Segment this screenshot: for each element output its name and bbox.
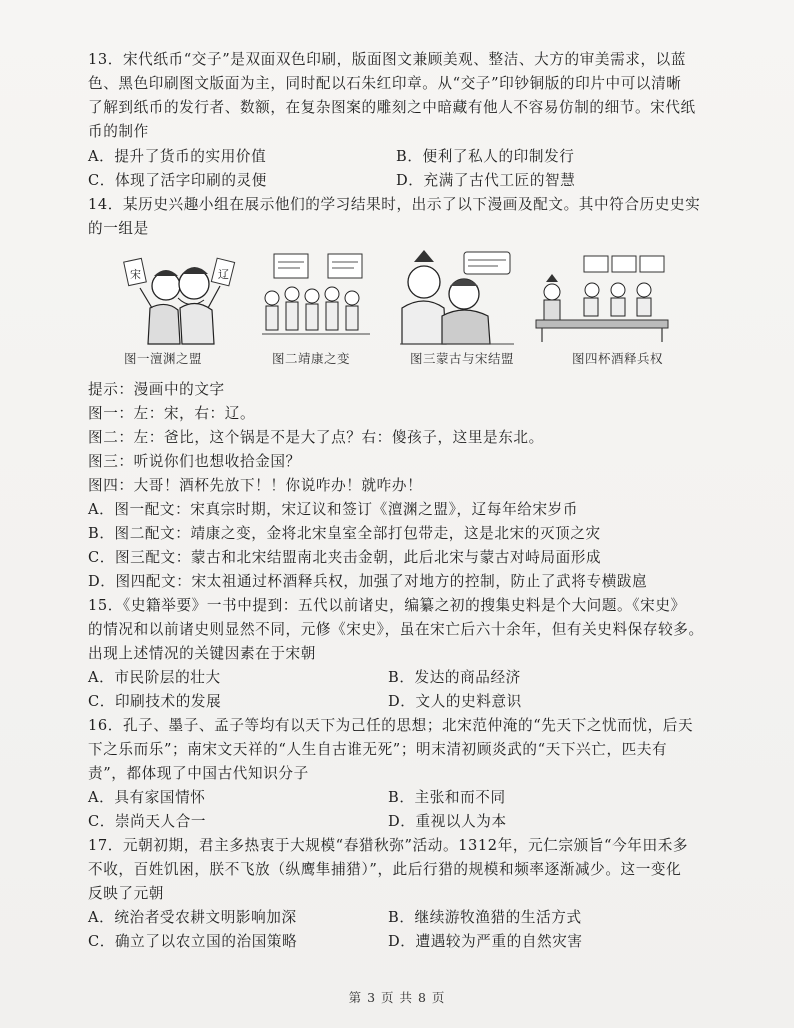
q17-option-d[interactable]: D．遭遇较为严重的自然灾害 — [388, 933, 583, 950]
q16-option-c[interactable]: C．崇尚天人合一 — [88, 813, 207, 830]
q13-option-c[interactable]: C．体现了活字印刷的灵便 — [88, 172, 267, 189]
cartoon-panel-3 — [398, 248, 516, 348]
q16-stem-line: 16．孔子、墨子、孟子等均有以天下为己任的思想；北宋范仲淹的“先天下之忧而忧，后天 — [88, 717, 694, 734]
panel1-right-label: 辽 — [218, 268, 229, 281]
q17-option-c[interactable]: C．确立了以农立国的治国策略 — [88, 933, 298, 950]
q15-option-c[interactable]: C．印刷技术的发展 — [88, 693, 222, 710]
panel1-left-label: 宋 — [130, 268, 141, 281]
q17-option-b[interactable]: B．继续游牧渔猎的生活方式 — [388, 909, 582, 926]
q15-option-b[interactable]: B．发达的商品经济 — [388, 669, 521, 686]
hint-line: 图四：大哥！酒杯先放下！！你说咋办！就咋办！ — [88, 477, 423, 494]
q15-stem-line: 的情况和以前诸史则显然不同，元修《宋史》，虽在宋亡后六十余年，但有关史料保存较多。 — [88, 621, 704, 638]
q13-option-d[interactable]: D．充满了古代工匠的智慧 — [396, 172, 576, 189]
q15-option-a[interactable]: A．市民阶层的壮大 — [88, 669, 221, 686]
q14-stem-line: 的一组是 — [88, 220, 149, 237]
q13-stem-line: 了解到纸币的发行者、数额，在复杂图案的雕刻之中暗藏有他人不容易仿制的细节。宋代纸 — [88, 99, 696, 116]
q13-stem-line: 色、黑色印刷图文版面为主，同时配以石朱红印章。从“交子”印钞铜版的印片中可以清晰 — [88, 75, 682, 92]
q13-option-a[interactable]: A．提升了货币的实用价值 — [88, 148, 267, 165]
q16-stem-line: 责”，都体现了中国古代知识分子 — [88, 765, 309, 782]
q16-option-d[interactable]: D．重视以人为本 — [388, 813, 507, 830]
q17-option-a[interactable]: A．统治者受农耕文明影响加深 — [88, 909, 297, 926]
q15-stem-line: 出现上述情况的关键因素在于宋朝 — [88, 645, 316, 662]
q14-stem-line: 14．某历史兴趣小组在展示他们的学习结果时，出示了以下漫画及配文。其中符合历史史实 — [88, 196, 701, 213]
q16-stem-line: 下之乐而乐”；南宋文天祥的“人生自古谁无死”；明末清初顾炎武的“天下兴亡，匹夫有 — [88, 741, 668, 758]
cartoon-panel-2 — [258, 248, 376, 348]
page-number-footer: 第 3 页 共 8 页 — [348, 990, 446, 1005]
panel-1-caption: 图一澶渊之盟 — [124, 351, 203, 366]
panel-3-caption: 图三蒙古与宋结盟 — [410, 351, 515, 366]
q15-stem-line: 15．《史籍举要》一书中提到：五代以前诸史，编纂之初的搜集史料是个大问题。《宋史》 — [88, 597, 686, 614]
q13-stem-line: 13．宋代纸币“交子”是双面双色印刷，版面图文兼顾美观、整洁、大方的审美需求，以蓝 — [88, 51, 687, 68]
hint-line: 图三：听说你们也想收拾金国？ — [88, 453, 301, 470]
panel-2-caption: 图二靖康之变 — [272, 351, 351, 366]
q14-option-a[interactable]: A．图一配文：宋真宗时期，宋辽议和签订《澶渊之盟》，辽每年给宋岁币 — [88, 501, 579, 518]
q17-stem-line: 不收，百姓饥困，朕不飞放（纵鹰隼捕猎）”，此后行猎的规模和频率逐渐减少。这一变化 — [88, 861, 682, 878]
q13-option-b[interactable]: B．便利了私人的印制发行 — [396, 148, 575, 165]
q14-option-b[interactable]: B．图二配文：靖康之变，金将北宋皇室全部打包带走，这是北宋的灭顶之灾 — [88, 525, 601, 542]
q14-option-c[interactable]: C．图三配文：蒙古和北宋结盟南北夹击金朝，此后北宋与蒙古对峙局面形成 — [88, 549, 602, 566]
cartoon-panel-4 — [532, 248, 672, 348]
q14-option-d[interactable]: D．图四配文：宋太祖通过杯酒释兵权，加强了对地方的控制，防止了武将专横跋扈 — [88, 573, 648, 590]
q17-stem-line: 17．元朝初期，君主多热衷于大规模“春猎秋弥”活动。1312年，元仁宗颁旨“今年田禾多 — [88, 837, 689, 854]
q16-option-a[interactable]: A．具有家国情怀 — [88, 789, 206, 806]
cartoon-panel-1 — [120, 248, 238, 348]
q17-stem-line: 反映了元朝 — [88, 885, 164, 902]
hint-line: 提示：漫画中的文字 — [88, 381, 225, 398]
q15-option-d[interactable]: D．文人的史料意识 — [388, 693, 522, 710]
panel-4-caption: 图四杯酒释兵权 — [572, 351, 664, 366]
hint-line: 图二：左：爸比，这个锅是不是大了点？右：傻孩子，这里是东北。 — [88, 429, 544, 446]
hint-line: 图一：左：宋，右：辽。 — [88, 405, 256, 422]
q13-stem-line: 币的制作 — [88, 123, 149, 140]
q16-option-b[interactable]: B．主张和而不同 — [388, 789, 506, 806]
